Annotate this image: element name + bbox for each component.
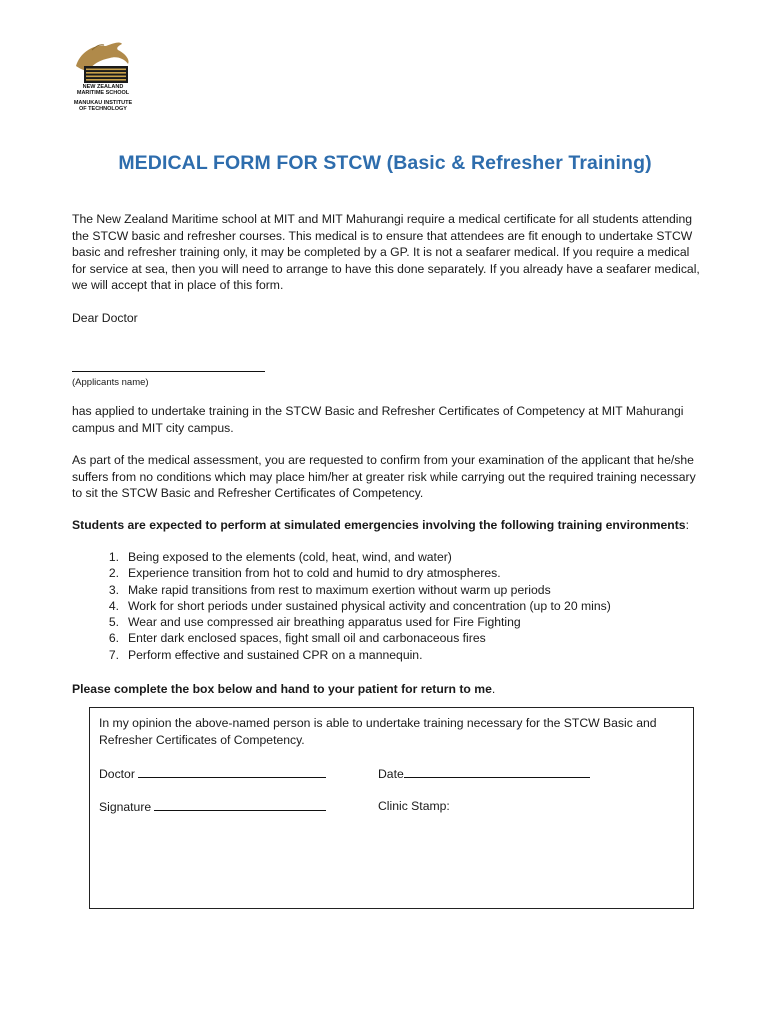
list-item: 7. Perform effective and sustained CPR on a mannequin. — [108, 647, 423, 662]
logo-text-line: NEW ZEALAND — [82, 84, 124, 90]
signature-label: Signature — [99, 800, 152, 814]
signature-field[interactable] — [99, 799, 326, 814]
salutation: Dear Doctor — [72, 311, 138, 325]
doctor-label: Doctor — [99, 767, 135, 781]
opinion-statement: In my opinion the above-named person is able to undertake training necessary for the STCW Basic and Refresher Certificates of Competency. — [99, 716, 657, 747]
applicant-name-line[interactable] — [72, 371, 265, 372]
instruction-text: Please complete the box below and hand to your patient for return to me. — [72, 682, 496, 696]
doctor-input-line[interactable] — [138, 766, 326, 778]
list-item: 2. Experience transition from hot to cold and humid to dry atmospheres. — [108, 566, 501, 581]
dolphin-logo-icon — [70, 40, 136, 84]
environment-list — [72, 549, 611, 663]
students-heading: Students are expected to perform at simulated emergencies involving the following training environments: — [72, 518, 689, 532]
list-item: 5. Wear and use compressed air breathing apparatus used for Fire Fighting — [108, 615, 521, 630]
school-logo — [70, 40, 140, 112]
date-field[interactable] — [378, 766, 590, 781]
list-item: 6. Enter dark enclosed spaces, fight small oil and carbonaceous fires — [108, 631, 486, 646]
logo-text-line: MANUKAU INSTITUTE — [73, 100, 133, 106]
list-item: 3. Make rapid transitions from rest to maximum exertion without warm up periods — [108, 582, 551, 597]
list-item: 1. Being exposed to the elements (cold, heat, wind, and water) — [108, 550, 452, 564]
logo-text-line: OF TECHNOLOGY — [79, 106, 127, 112]
applicant-name-label: (Applicants name) — [72, 377, 149, 388]
applied-paragraph: has applied to undertake training in the STCW Basic and Refresher Certificates of Competency at MIT Mahurangi campus and MIT city campus. — [72, 404, 684, 435]
assessment-paragraph: As part of the medical assessment, you are requested to confirm from your examination of the applicant that he/she suffers from no conditions which may place him/her at greater risk while carrying out the required training necessary to sit the STCW Basic and Refresher Certificates of Competency. — [72, 453, 696, 500]
page-title: MEDICAL FORM FOR STCW (Basic & Refresher Training) — [118, 152, 652, 174]
signature-input-line[interactable] — [154, 799, 326, 811]
intro-paragraph: The New Zealand Maritime school at MIT and MIT Mahurangi require a medical certificate for all students attending the STCW basic and refresher courses. This medical is to ensure that attendees are fit enough to undertake STCW basic and refresher training only, it may be completed by a GP. It is not a seafarer medical. If you require a medical for service at sea, then you will need to arrange to have this done separately. If you already have a seafarer medical, we will accept that in place of this form. — [72, 212, 700, 292]
clinic-stamp-field — [378, 799, 450, 813]
clinic-stamp-label: Clinic Stamp: — [378, 799, 450, 813]
logo-text-line: MARITIME SCHOOL — [76, 90, 130, 96]
doctor-certification-box — [89, 707, 694, 909]
list-item: 4. Work for short periods under sustained physical activity and concentration (up to 20 mins) — [108, 598, 611, 613]
date-label: Date — [378, 767, 404, 781]
doctor-field[interactable] — [99, 766, 326, 781]
date-input-line[interactable] — [404, 766, 590, 778]
